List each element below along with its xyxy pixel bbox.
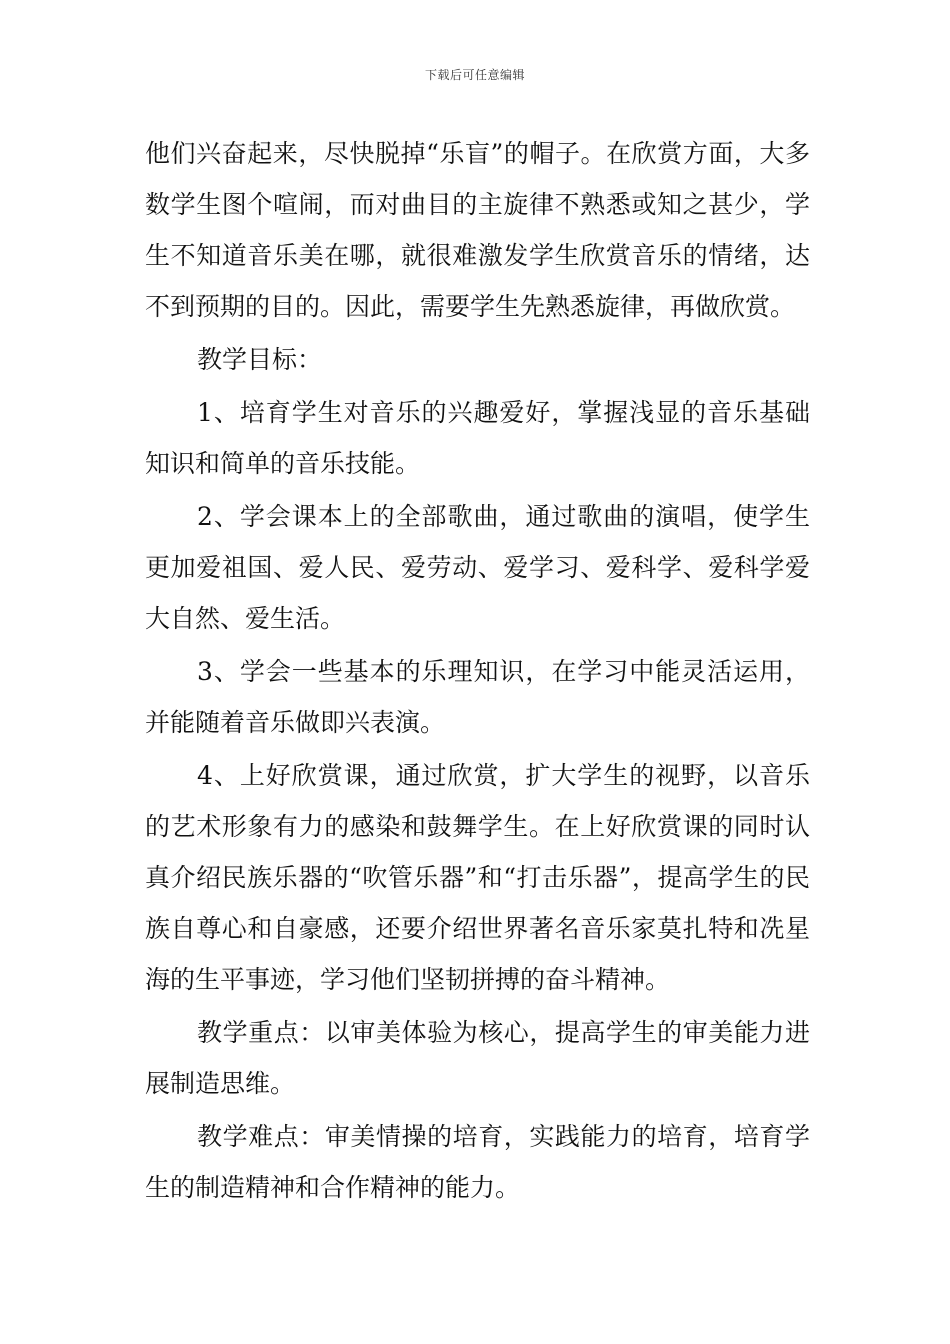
paragraph-goal-3: 3、学会一些基本的乐理知识，在学习中能灵活运用，并能随着音乐做即兴表演。 <box>145 657 810 737</box>
paragraph-continuation: 他们兴奋起来，尽快脱掉“乐盲”的帽子。在欣赏方面，大多数学生图个喧闹，而对曲目的主旋律不熟悉或知之甚少，学生不知道音乐美在哪，就很难激发学生欣赏音乐的情绪，达不到预期的目的。因此，需要学生先熟悉旋律，再做欣赏。 <box>145 139 810 321</box>
document-body <box>145 128 810 1215</box>
page-header-caption: 下载后可任意编辑 <box>424 68 525 82</box>
paragraph-teaching-goals-heading: 教学目标： <box>197 345 323 374</box>
paragraph-goal-2: 2、学会课本上的全部歌曲，通过歌曲的演唱，使学生更加爱祖国、爱人民、爱劳动、爱学习、爱科学、爱科学爱大自然、爱生活。 <box>145 502 810 633</box>
paragraph-goal-1: 1、培育学生对音乐的兴趣爱好，掌握浅显的音乐基础知识和简单的音乐技能。 <box>145 398 810 478</box>
paragraph-teaching-difficulty: 教学难点：审美情操的培育，实践能力的培育，培育学生的制造精神和合作精神的能力。 <box>145 1122 810 1202</box>
paragraph-goal-4: 4、上好欣赏课，通过欣赏，扩大学生的视野，以音乐的艺术形象有力的感染和鼓舞学生。在上好欣赏课的同时认真介绍民族乐器的“吹管乐器”和“打击乐器”，提高学生的民族自尊心和自豪感，还要介绍世界著名音乐家莫扎特和冼星海的生平事迹，学习他们坚韧拼搏的奋斗精神。 <box>145 761 810 994</box>
paragraph-teaching-focus: 教学重点：以审美体验为核心，提高学生的审美能力进展制造思维。 <box>145 1018 810 1098</box>
